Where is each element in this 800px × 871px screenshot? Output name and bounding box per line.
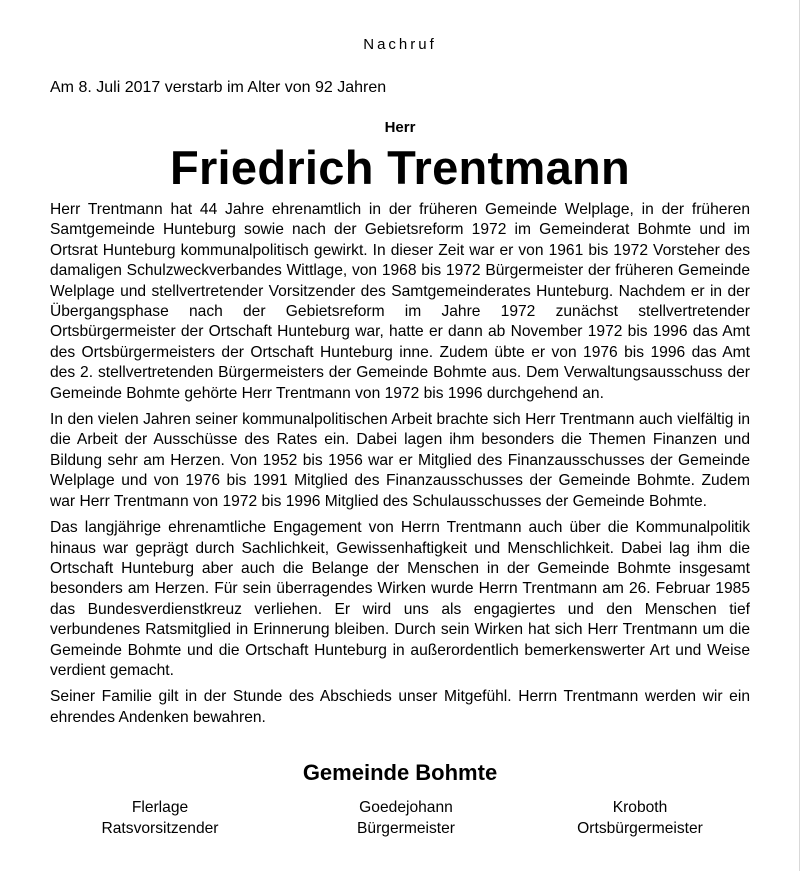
body-paragraph: Das langjährige ehrenamtliche Engagement von Herrn Trentmann auch über die Kommunalpolitik hinaus war geprägt durch Sachlichkeit, Gewissenhaftigkeit und Menschlichkeit. Dabei lag ihm die Ortschaft Hunteburg aber auch die Belange der Menschen in der Gemeinde Bohmte insgesamt besonders am Herzen. Für sein überragendes Wirken wurde Herrn Trentmann am 26. Februar 1985 das Bundesverdienstkreuz verliehen. Er wird uns als engagiertes und den Menschen tief verbundenes Ratsmitglied in Erinnerung bleiben. Durch sein Wirken hat sich Herr Trentmann um die Gemeinde Bohmte und die Ortschaft Hunteburg in außerordentlich bemerkenswerter Art und Weise verdient gemacht. (50, 519, 750, 679)
body-paragraph: In den vielen Jahren seiner kommunalpolitischen Arbeit brachte sich Herr Trentmann auch vielfältig in die Arbeit der Ausschüsse des Rates ein. Dabei lagen ihm besonders die Themen Finanzen und Bildung sehr am Herzen. Von 1952 bis 1956 war er Mitglied des Finanzausschusses der Gemeinde Welplage und von 1976 bis 1991 Mitglied des Finanzausschusses der Gemeinde Bohmte. Zudem war Herr Trentmann von 1972 bis 1996 Mitglied des Schulausschusses der Gemeinde Bohmte. (50, 411, 750, 510)
signatory-name: Kroboth (612, 799, 668, 816)
signatory-name: Goedejohann (359, 799, 453, 816)
signatory-title: Bürgermeister (357, 820, 455, 837)
signatory (50, 797, 270, 839)
obituary-body (50, 200, 750, 734)
signatory-name: Flerlage (131, 799, 189, 816)
death-announcement: Am 8. Juli 2017 verstarb im Alter von 92 Jahren (50, 79, 387, 96)
signatory (296, 797, 516, 839)
body-paragraph: Herr Trentmann hat 44 Jahre ehrenamtlich in der früheren Gemeinde Welplage, in der früheren Samtgemeinde Hunteburg sowie nach der Gebietsreform 1972 im Gemeinderat Bohmte und im Ortsrat Hunteburg kommunalpolitisch gewirkt. In dieser Zeit war er von 1961 bis 1972 Vorsteher des damaligen Schulzweckverbandes Wittlage, von 1968 bis 1972 Bürgermeister der früheren Gemeinde Welplage und stellvertretender Vorsitzender des Samtgemeinderates Hunteburg. Nachdem er in der Übergangsphase nach der Gebietsreform im Jahre 1972 zunächst stellvertretender Ortsbürgermeister der Ortschaft Hunteburg war, hatte er dann ab November 1972 bis 1996 das Amt des Ortsbürgermeisters der Ortschaft Hunteburg inne. Zudem übte er von 1976 bis 1996 das Amt des 2. stellvertretenden Bürgermeisters der Gemeinde Bohmte aus. Dem Verwaltungsausschuss der Gemeinde Bohmte gehörte Herr Trentmann von 1972 bis 1996 durchgehend an. (50, 201, 750, 402)
signatory (530, 797, 750, 839)
notice-header: Nachruf (363, 36, 437, 53)
deceased-name: Friedrich Trentmann (169, 141, 631, 194)
signatory-title: Ratsvorsitzender (101, 820, 219, 837)
signatory-title: Ortsbürgermeister (577, 820, 703, 837)
body-paragraph: Seiner Familie gilt in der Stunde des Abschieds unser Mitgefühl. Herrn Trentmann werden wir ein ehrendes Andenken bewahren. (50, 688, 750, 726)
organization-name: Gemeinde Bohmte (302, 760, 498, 785)
honorific: Herr (384, 119, 416, 136)
